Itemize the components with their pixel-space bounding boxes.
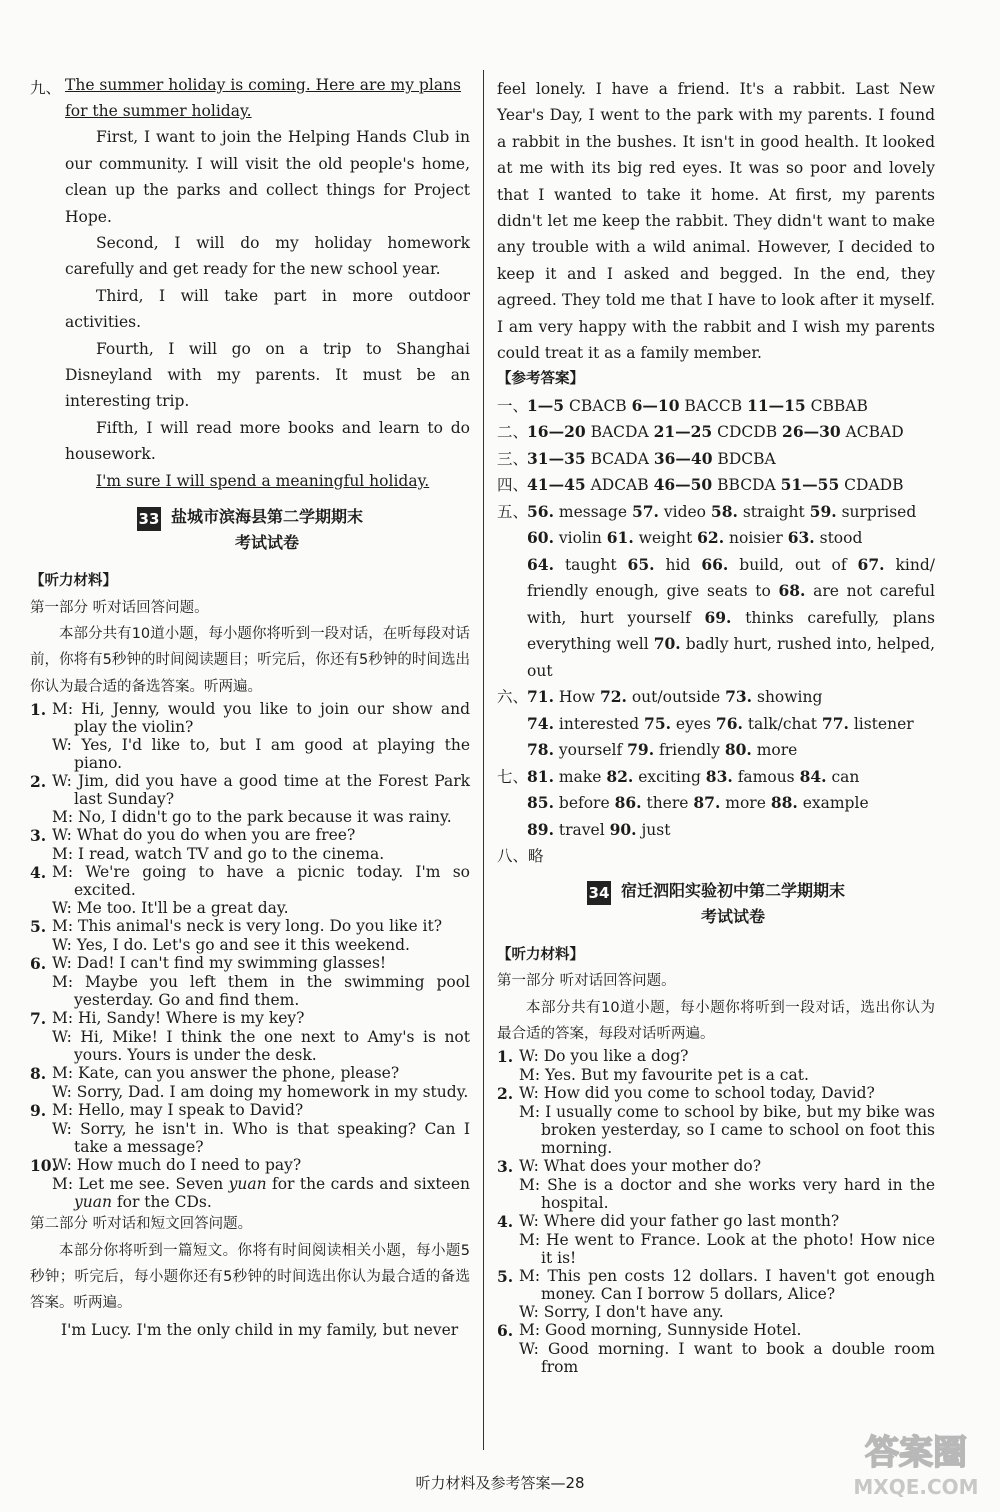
dialog-item [30,845,470,863]
part-two-heading: 第二部分 听对话和短文回答问题。 [30,1216,253,1233]
answer-number: 59. [809,501,837,521]
dialog-line: W: Jim, did you have a good time at the Forest Park last Sunday? [52,772,470,809]
answer-row [497,790,935,817]
dialog-line: M: She is a doctor and she works very hard in the hospital. [519,1176,935,1213]
section-number-badge: 33 [137,507,161,531]
answer-number: 63. [787,528,815,548]
dialog-line: M: I usually come to school by bike, but my bike was broken yesterday, so I came to school on foot this morning. [519,1103,935,1158]
answer-value: travel [553,820,610,839]
dialog-item [497,1084,935,1103]
watermark-text: 答案圈 [865,1433,967,1473]
answer-number: 36—40 [653,448,713,468]
dialog-line: W: Sorry, I don't have any. [519,1303,724,1322]
answer-value: CDADB [839,476,904,495]
dialog-item [30,1101,470,1120]
dialog-list [497,1047,935,1376]
answer-number: 79. [627,740,655,760]
answer-row [497,817,935,844]
answer-number: 84. [799,766,827,786]
answer-value: more [751,741,798,760]
part-one-heading: 第一部分 听对话回答问题。 [497,973,676,990]
answer-number: 68. [778,581,806,601]
section-title: 盐城市滨海县第二学期期末 [170,507,363,527]
answer-value: out/outside [626,688,726,707]
answer-number: 78. [527,740,554,760]
answer-value: BDCBA [712,449,776,468]
answer-row [497,446,935,473]
essay-paragraph: Fifth, I will read more books and learn to do housework. [65,418,470,464]
dialog-item [30,863,470,899]
dialog-line: M: Kate, can you answer the phone, please? [52,1064,400,1083]
dialog-line: W: Good morning. I want to book a double room from [519,1340,935,1377]
answer-row-eight: 八、略 [497,847,544,866]
answer-row [497,764,935,791]
dialog-number: 9. [30,1101,47,1121]
answer-value: weight [633,529,698,548]
answer-row [497,393,935,420]
dialog-line: W: Sorry, Dad. I am doing my homework in my study. [52,1083,469,1102]
answer-value: are not careful with, hurt yourself [527,582,935,627]
answer-number: 80. [724,740,752,760]
dialog-item [30,1064,470,1083]
answer-value: just [636,820,671,839]
answer-number: 31—35 [527,448,586,468]
answer-number: 70. [653,634,681,654]
answer-value: kind/ friendly enough, give seats to [527,555,935,601]
answer-value: before [553,794,615,813]
answer-value: taught [553,555,628,574]
dialog-number: 3. [497,1157,514,1177]
part-one-intro: 本部分共有10道小题，每小题你将听到一段对话，在听每段对话前，你将有5秒钟的时间阅读题目；听完后，你还有5秒钟的时间选出你认为最合适的备选答案。听两遍。 [30,625,470,695]
dialog-line: W: What does your mother do? [519,1157,762,1176]
answer-number: 69. [704,607,732,627]
story-start: I'm Lucy. I'm the only child in my family, but never [61,1320,459,1339]
answer-section-marker: 五、 [497,502,529,521]
answer-section-marker: 二、 [497,423,529,442]
section-34-header [497,878,935,930]
dialog-item [30,772,470,808]
dialog-number: 10. [30,1156,57,1176]
part-one-heading: 第一部分 听对话回答问题。 [30,599,209,616]
answer-number: 71. [527,687,554,707]
dialog-item [497,1231,935,1267]
answer-value: CDCDB [712,423,783,442]
answer-value: ADCAB [585,476,654,495]
section-title: 宿迁泗阳实验初中第二学期期末 [620,880,845,900]
dialog-item [30,899,470,917]
dialog-line: W: Do you like a dog? [519,1047,689,1066]
answer-value: BCADA [585,449,654,468]
answer-number: 62. [697,528,725,548]
answer-value: yourself [553,741,628,760]
dialog-number: 7. [30,1009,47,1029]
dialog-item [497,1303,935,1321]
answer-value: badly hurt, rushed into, helped, out [527,635,936,680]
answer-number: 75. [644,713,671,733]
dialog-item [30,808,470,826]
answer-number: 16—20 [527,422,586,442]
answer-row [497,525,935,552]
answer-key [497,393,935,844]
answer-value: more [720,794,771,813]
right-column [497,76,935,1376]
listening-heading: 【听力材料】 [497,946,584,963]
section-number-badge: 34 [587,881,611,905]
essay-paragraph: First, I want to join the Helping Hands Club in our community. I will visit the old people's home, clean up the parks and collect things for Project Hope. [65,128,470,226]
dialog-item [497,1340,935,1376]
answer-value: can [826,767,860,786]
dialog-item [30,1028,470,1064]
dialog-number: 6. [30,954,47,974]
answer-number: 90. [609,819,637,839]
dialog-line: M: Let me see. Seven yuan for the cards and sixteen yuan for the CDs. [52,1175,470,1212]
dialog-line: W: Hi, Mike! I think the one next to Amy's is not yours. Yours is under the desk. [52,1028,470,1065]
story-continuation: feel lonely. I have a friend. It's a rabbit. Last New Year's Day, I went to the park with my parents. I found a rabbit in the bushes. It isn't in good health. It looked at me with its big red eyes. It was so poor and lovely that I wanted to take it home. At first, my parents didn't let me keep the rabbit. They didn't want to make any trouble with a wild animal. However, I decided to keep it and I asked and begged. In the end, they agreed. They told me that I have to look after it myself. I am very happy with the rabbit and I wish my parents could treat it as a family member. [497,80,935,363]
dialog-line: M: Hi, Jenny, would you like to join our show and play the violin? [52,700,470,737]
answers-heading: 【参考答案】 [497,371,584,388]
answer-value: there [641,794,694,813]
answer-value: exciting [633,767,706,786]
dialog-number: 2. [30,772,47,792]
answer-row [497,472,935,499]
watermark-url: MXQE.COM [853,1475,979,1499]
dialog-line: M: No, I didn't go to the park because it was rainy. [52,808,452,827]
dialog-line: M: I read, watch TV and go to the cinema. [52,845,385,864]
dialog-number: 2. [497,1084,514,1104]
answer-number: 6—10 [631,395,680,415]
dialog-line: W: How much do I need to pay? [52,1156,302,1175]
answer-value: talk/chat [742,714,822,733]
answer-row [497,711,935,738]
part-one-intro: 本部分共有10道小题，每小题你将听到一段对话，选出你认为最合适的答案，每段对话听两遍。 [497,999,935,1042]
answer-number: 56. [527,501,554,521]
dialog-item [30,936,470,954]
answer-section-marker: 七、 [497,767,529,786]
answer-value: BBCDA [712,476,781,495]
dialog-line: W: Yes, I'd like to, but I am good at playing the piano. [52,736,470,773]
dialog-item [30,1156,470,1175]
answer-row [497,419,935,446]
answer-number: 65. [627,554,655,574]
dialog-item [497,1212,935,1231]
dialog-number: 1. [497,1047,514,1067]
answer-number: 74. [527,713,554,733]
answer-value: eyes [671,714,716,733]
answer-value: hid [654,555,702,574]
answer-value: showing [752,688,823,707]
dialog-number: 4. [497,1212,514,1232]
dialog-line: M: He went to France. Look at the photo! How nice it is! [519,1231,935,1268]
dialog-line: W: Dad! I can't find my swimming glasses! [52,954,387,973]
answer-number: 72. [599,687,627,707]
dialog-number: 5. [30,917,47,937]
dialog-number: 3. [30,826,47,846]
answer-number: 26—30 [782,422,841,442]
dialog-item [30,954,470,973]
answer-number: 11—15 [747,395,806,415]
answer-value: thinks carefully, plans everything well [527,608,935,654]
answer-value: ACBAD [840,423,904,442]
answer-value: surprised [836,502,917,521]
dialog-list [30,700,470,1156]
answer-row [497,499,935,526]
dialog-item [30,826,470,845]
answer-value: interested [553,714,645,733]
dialog-line: M: This animal's neck is very long. Do you like it? [52,917,443,936]
answer-number: 58. [710,501,738,521]
dialog-item [30,1083,470,1101]
answer-row [497,552,935,685]
answer-number: 21—25 [653,422,713,442]
left-column [30,76,470,1343]
dialog-line: M: We're going to have a picnic today. I'm so excited. [52,863,470,900]
answer-value: famous [732,767,800,786]
section-subtitle: 考试试卷 [700,906,765,926]
answer-value: straight [737,502,810,521]
answer-number: 83. [705,766,733,786]
answer-number: 85. [527,793,554,813]
writing-essay [30,76,470,494]
essay-closing: I'm sure I will spend a meaningful holiday. [96,471,430,490]
answer-number: 61. [606,528,634,548]
answer-number: 76. [715,713,743,733]
answer-number: 87. [693,793,721,813]
answer-value: message [553,502,632,521]
watermark-logo [842,1418,990,1502]
answer-number: 66. [701,554,729,574]
page-footer: 听力材料及参考答案—28 [415,1474,585,1492]
answer-number: 88. [770,793,798,813]
answer-section-marker: 四、 [497,476,529,495]
dialog-line: M: Hello, may I speak to David? [52,1101,304,1120]
answer-number: 64. [527,554,554,574]
dialog-item [497,1157,935,1176]
answer-section-marker: 一、 [497,396,529,415]
essay-paragraph: Third, I will take part in more outdoor activities. [65,286,470,332]
dialog-number: 6. [497,1321,514,1341]
listening-heading: 【听力材料】 [30,573,117,590]
dialog-number: 8. [30,1064,47,1084]
dialog-item [30,736,470,772]
answer-number: 86. [614,793,642,813]
answer-number: 41—45 [527,475,586,495]
answer-number: 81. [527,766,554,786]
answer-value: video [658,502,711,521]
dialog-line: W: What do you do when you are free? [52,826,356,845]
answer-value: BACCB [679,396,748,415]
answer-value: example [797,794,869,813]
section-nine-marker: 九、 [30,79,62,97]
answer-row [497,684,935,711]
answer-value: friendly [654,741,725,760]
answer-value: make [553,767,607,786]
essay-paragraph: Fourth, I will go on a trip to Shanghai Disneyland with my parents. It must be an interesting trip. [65,339,470,411]
essay-opening-cont: for the summer holiday. [65,102,252,120]
dialog-line: W: Me too. It'll be a great day. [52,899,289,918]
dialog-item [30,917,470,936]
dialog-item [497,1176,935,1212]
answer-value: CBACB [564,396,632,415]
dialog-item [497,1267,935,1303]
dialog-item [497,1066,935,1084]
dialog-line: M: Yes. But my favourite pet is a cat. [519,1066,809,1085]
dialog-item [497,1047,935,1066]
dialog-item [30,1120,470,1156]
dialog-number: 5. [497,1267,514,1287]
answer-value: BACDA [585,423,654,442]
dialog-item [30,700,470,736]
answer-number: 1—5 [527,395,565,415]
dialog-item [497,1321,935,1340]
answer-number: 60. [527,528,554,548]
dialog-line: M: This pen costs 12 dollars. I haven't got enough money. Can I borrow 5 dollars, Alice? [519,1267,935,1304]
section-33-header [30,504,470,556]
answer-number: 82. [606,766,634,786]
answer-number: 51—55 [780,475,840,495]
dialog-number: 4. [30,863,47,883]
answer-section-marker: 六、 [497,688,529,707]
dialog-item [497,1103,935,1157]
answer-number: 73. [725,687,753,707]
dialog-item [30,1009,470,1028]
dialog-item [30,1175,470,1211]
essay-opening: The summer holiday is coming. Here are my plans [65,76,461,94]
answer-number: 46—50 [653,475,713,495]
answer-value: CBBAB [805,396,868,415]
dialog-line: W: Sorry, he isn't in. Who is that speaking? Can I take a message? [52,1120,470,1157]
essay-paragraph: Second, I will do my holiday homework carefully and get ready for the new school year. [65,234,470,279]
dialog-line: W: Where did your father go last month? [519,1212,840,1231]
dialog-line: W: How did you come to school today, David? [519,1084,875,1103]
part-two-intro: 本部分你将听到一篇短文。你将有时间阅读相关小题，每小题5秒钟；听完后，每小题你还有5秒钟的时间选出你认为最合适的备选答案。听两遍。 [30,1242,470,1312]
answer-number: 89. [527,819,554,839]
dialog-line: M: Hi, Sandy! Where is my key? [52,1009,305,1028]
answer-value: violin [553,529,607,548]
answer-number: 57. [631,501,659,521]
dialog-number: 1. [30,700,47,720]
column-divider [483,70,484,1450]
answer-row [497,737,935,764]
answer-value: listener [848,714,914,733]
answer-value: build, out of [728,555,858,574]
answer-number: 77. [821,713,849,733]
answer-number: 67. [857,554,885,574]
section-subtitle: 考试试卷 [234,533,299,553]
dialog-item [30,973,470,1009]
answer-value: noisier [724,529,788,548]
answer-section-marker: 三、 [497,449,529,468]
answer-value: How [553,688,600,707]
dialog-line: M: Good morning, Sunnyside Hotel. [519,1321,802,1340]
answer-value: stood [814,529,863,548]
dialog-line: M: Maybe you left them in the swimming pool yesterday. Go and find them. [52,973,470,1010]
dialog-line: W: Yes, I do. Let's go and see it this weekend. [52,936,410,955]
